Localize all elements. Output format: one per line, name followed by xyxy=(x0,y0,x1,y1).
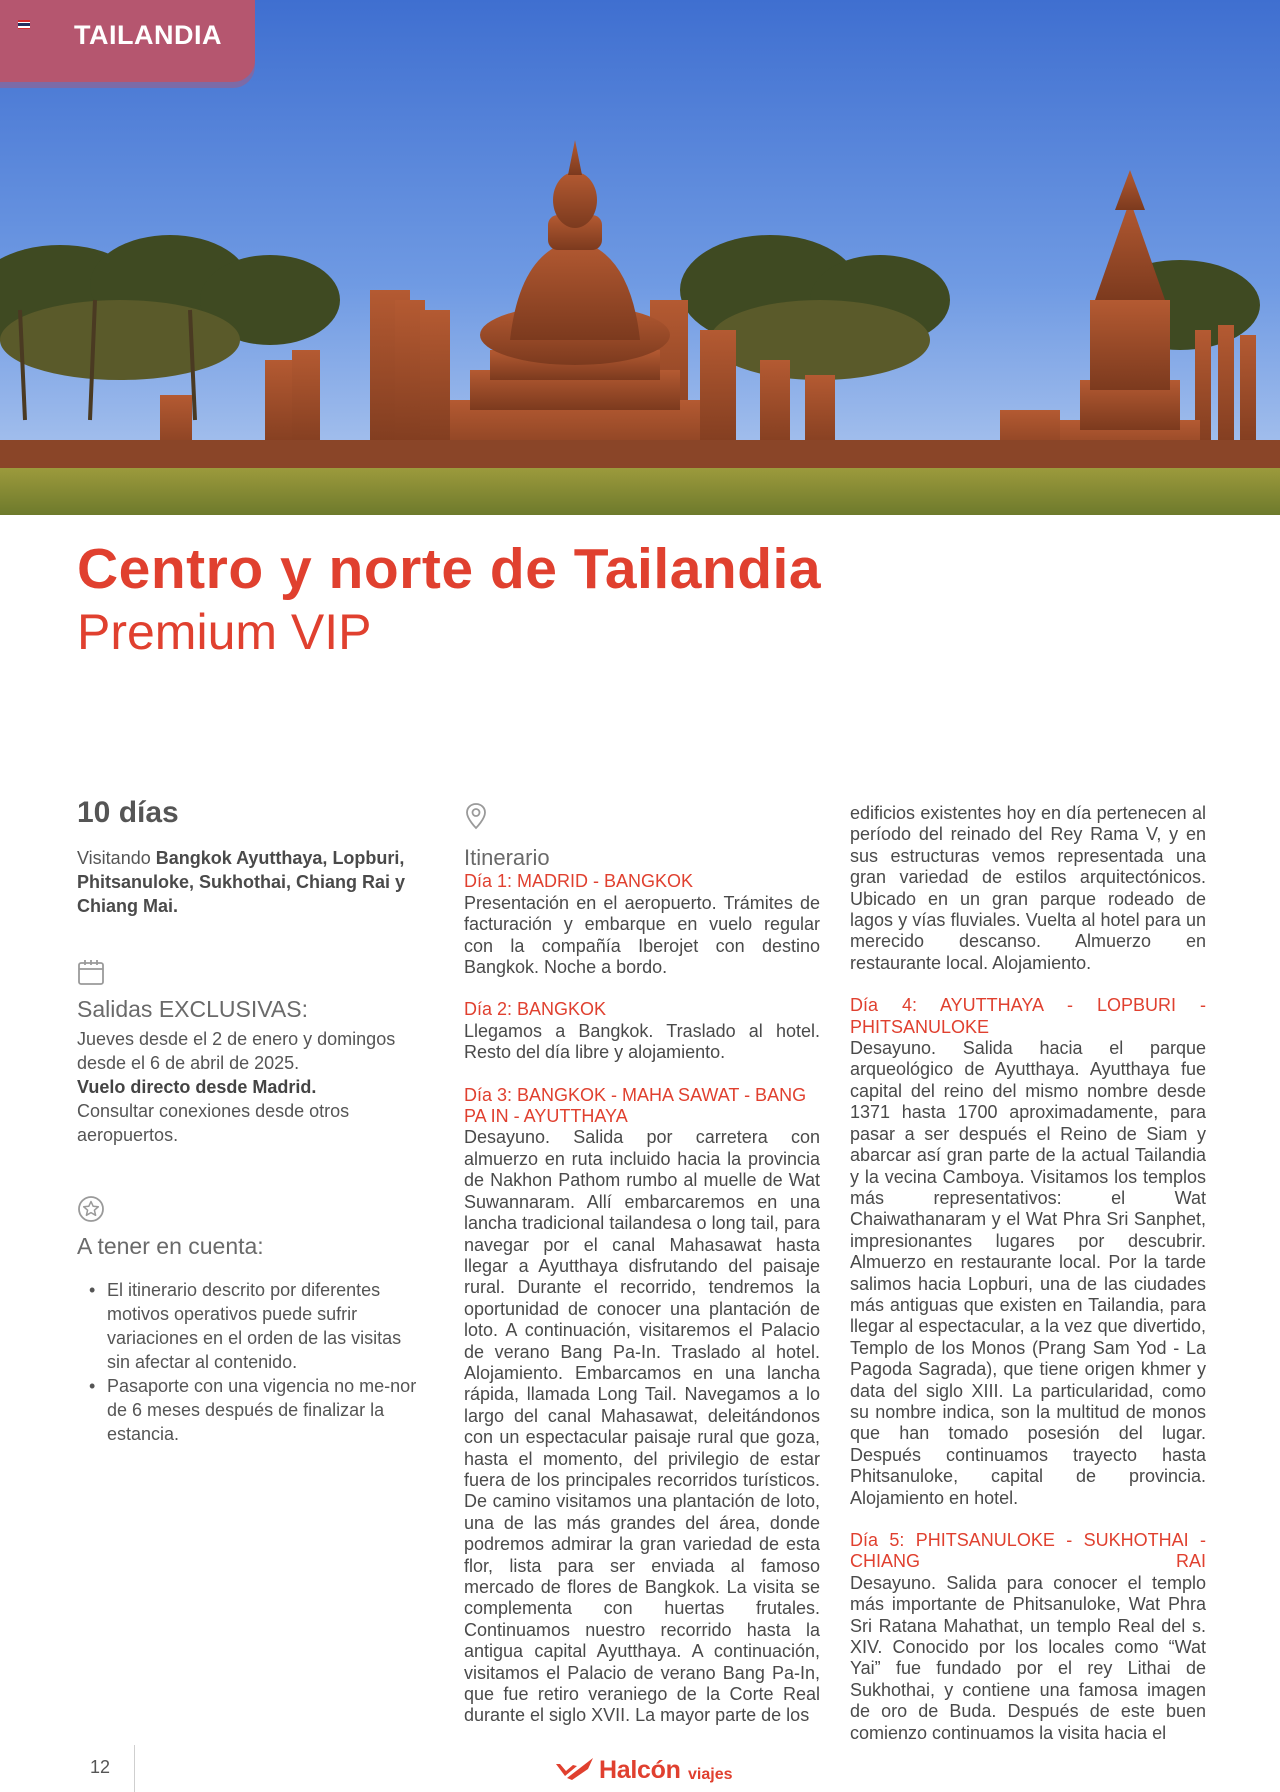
country-tag-label: TAILANDIA xyxy=(74,20,222,50)
notes-list xyxy=(77,1278,417,1446)
itinerary-column-1 xyxy=(464,802,820,1727)
day4-title: Día 4: AYUTTHAYA - LOPBURI - PHITSANULOKE xyxy=(850,995,1206,1037)
note-item: • El itinerario descrito por diferentes motivos operativos puede sufrir variaciones en el orden de las visitas sin afectar al contenido. xyxy=(77,1278,417,1374)
day1-title: Día 1: MADRID - BANGKOK xyxy=(464,871,694,892)
brand-sub: viajes xyxy=(688,1766,733,1783)
day3-text: Desayuno. Salida por carretera con almuerzo en ruta incluido hacia la provincia de Nakhon Pathom rumbo al muelle de Wat Suwannaram. Allí embarcaremos en una lancha tradicional tailandesa o long tail, para navegar por el canal Mahasawat hasta llegar a Ayutthaya disfrutando del paisaje rural. Durante el recorrido, tendremos la oportunidad de conocer una plantación de loto. A continuación, visitaremos el Palacio de verano Bang Pa-In. Traslado al hotel. Alojamiento. Embarcamos en una lancha rápida, llamada Long Tail. Navegamos a lo largo del canal Mahasawat, deleitándonos con un espectacular paisaje rural que goza, hasta el momento, del privilegio de estar fuera de los principales recorridos turísticos. De camino visitamos una plantación de loto, una de las más grandes del área, donde podremos admirar la gran variedad de esta flor, lista para ser enviada al famoso mercado de flores de Bangkok. La visita se complementa con huertas frutales. Continuamos nuestro recorrido hasta la antigua capital Ayutthaya. A continuación, visitamos el Palacio de verano Bang Pa-In, que fue retiro veraniego de la Corte Real durante el siglo XVII. La mayor parte de los xyxy=(464,1127,820,1726)
day3-title: Día 3: BANGKOK - MAHA SAWAT - BANG PA IN - AYUTTHAYA xyxy=(464,1084,807,1127)
star-badge-icon xyxy=(77,1195,105,1223)
notes-heading: A tener en cuenta: xyxy=(77,1233,264,1259)
departures-heading: Salidas EXCLUSIVAS: xyxy=(77,996,308,1022)
itinerary-heading: Itinerario xyxy=(464,845,550,871)
page-number: 12 xyxy=(90,1757,111,1777)
page-subtitle: Premium VIP xyxy=(77,604,372,660)
calendar-icon xyxy=(77,958,105,986)
day5-title: Día 5: PHITSANULOKE - SUKHOTHAI - CHIANG RAI xyxy=(850,1530,1206,1572)
country-tag xyxy=(0,0,255,82)
location-pin-icon xyxy=(464,802,488,830)
summary-column xyxy=(77,796,417,1446)
visiting-text xyxy=(77,846,417,918)
departures-connections: Consultar conexiones desde otros aeropuertos. xyxy=(77,1101,350,1145)
departures-dates: Jueves desde el 2 de enero y domingos desde el 6 de abril de 2025. xyxy=(77,1029,396,1073)
footer-divider xyxy=(134,1745,135,1792)
trip-duration: 10 días xyxy=(77,796,179,829)
day2-text: Llegamos a Bangkok. Traslado al hotel. Resto del día libre y alojamiento. xyxy=(464,1020,820,1063)
brand-name: Halcón xyxy=(599,1756,681,1784)
page-title: Centro y norte de Tailandia xyxy=(77,537,822,601)
day3-text-continued: edificios existentes hoy en día pertenecen al período del reinado del Rey Rama V, y en sus estructuras vemos representada una gran variedad de estilos arquitectónicos. Ubicado en un gran parque rodeado de lagos y vías fluviales. Vuelta al hotel para un merecido descanso. Almuerzo en restaurante local. Alojamiento. xyxy=(850,803,1206,973)
itinerary-column-2 xyxy=(850,803,1206,1744)
day4-text: Desayuno. Salida hacia el parque arqueológico de Ayutthaya. Ayutthaya fue capital del reino del mismo nombre desde 1371 hasta 1700 aproximadamente, para pasar a ser después el Reino de Siam y abarcar así gran parte de la actual Tailandia y la vecina Camboya. Visitamos los templos más representativos: el Wat Chaiwathanaram y el Wat Phra Sri Sanphet, impresionantes lugares por descubrir. Almuerzo en restaurante local. Por la tarde salimos hacia Lopburi, una de las ciudades más antiguas que existen en Tailandia, para llegar al espectacular, a la vez que divertido, Templo de los Monos (Prang Sam Yod - La Pagoda Sagrada), que tiene origen khmer y data del siglo XIII. La particularidad, como su nombre indica, son la multitud de monos que han tomado posesión del lugar. Después continuamos trayecto hasta Phitsanuloke, capital de provincia. Alojamiento en hotel. xyxy=(850,1038,1206,1508)
visiting-places: Bangkok Ayutthaya, Lopburi, Phitsanuloke, Sukhothai, Chiang Rai y Chiang Mai. xyxy=(77,848,406,916)
note-item: • Pasaporte con una vigencia no me-nor de 6 meses después de finalizar la estancia. xyxy=(77,1374,417,1446)
visiting-prefix: Visitando xyxy=(77,848,156,868)
day2-title: Día 2: BANGKOK xyxy=(464,999,607,1020)
day1-text: Presentación en el aeropuerto. Trámites de facturación y embarque en vuelo regular con la compañía Iberojet con destino Bangkok. Noche a bordo. xyxy=(464,892,820,978)
day5-text: Desayuno. Salida para conocer el templo más importante de Phitsanuloke, Wat Phra Sri Ratana Mahathat, un templo Real del s. XIV. Conocido por los locales como “Wat Yai” fue fundado por el rey Lithai de Sukhothai, y contiene una famosa imagen de oro de Buda. Después de este buen comienzo continuamos la visita hacia el xyxy=(850,1572,1206,1743)
departures-flight: Vuelo directo desde Madrid. xyxy=(77,1077,317,1097)
halcon-wing-logo xyxy=(555,1756,595,1782)
thailand-flag-icon xyxy=(18,20,30,28)
